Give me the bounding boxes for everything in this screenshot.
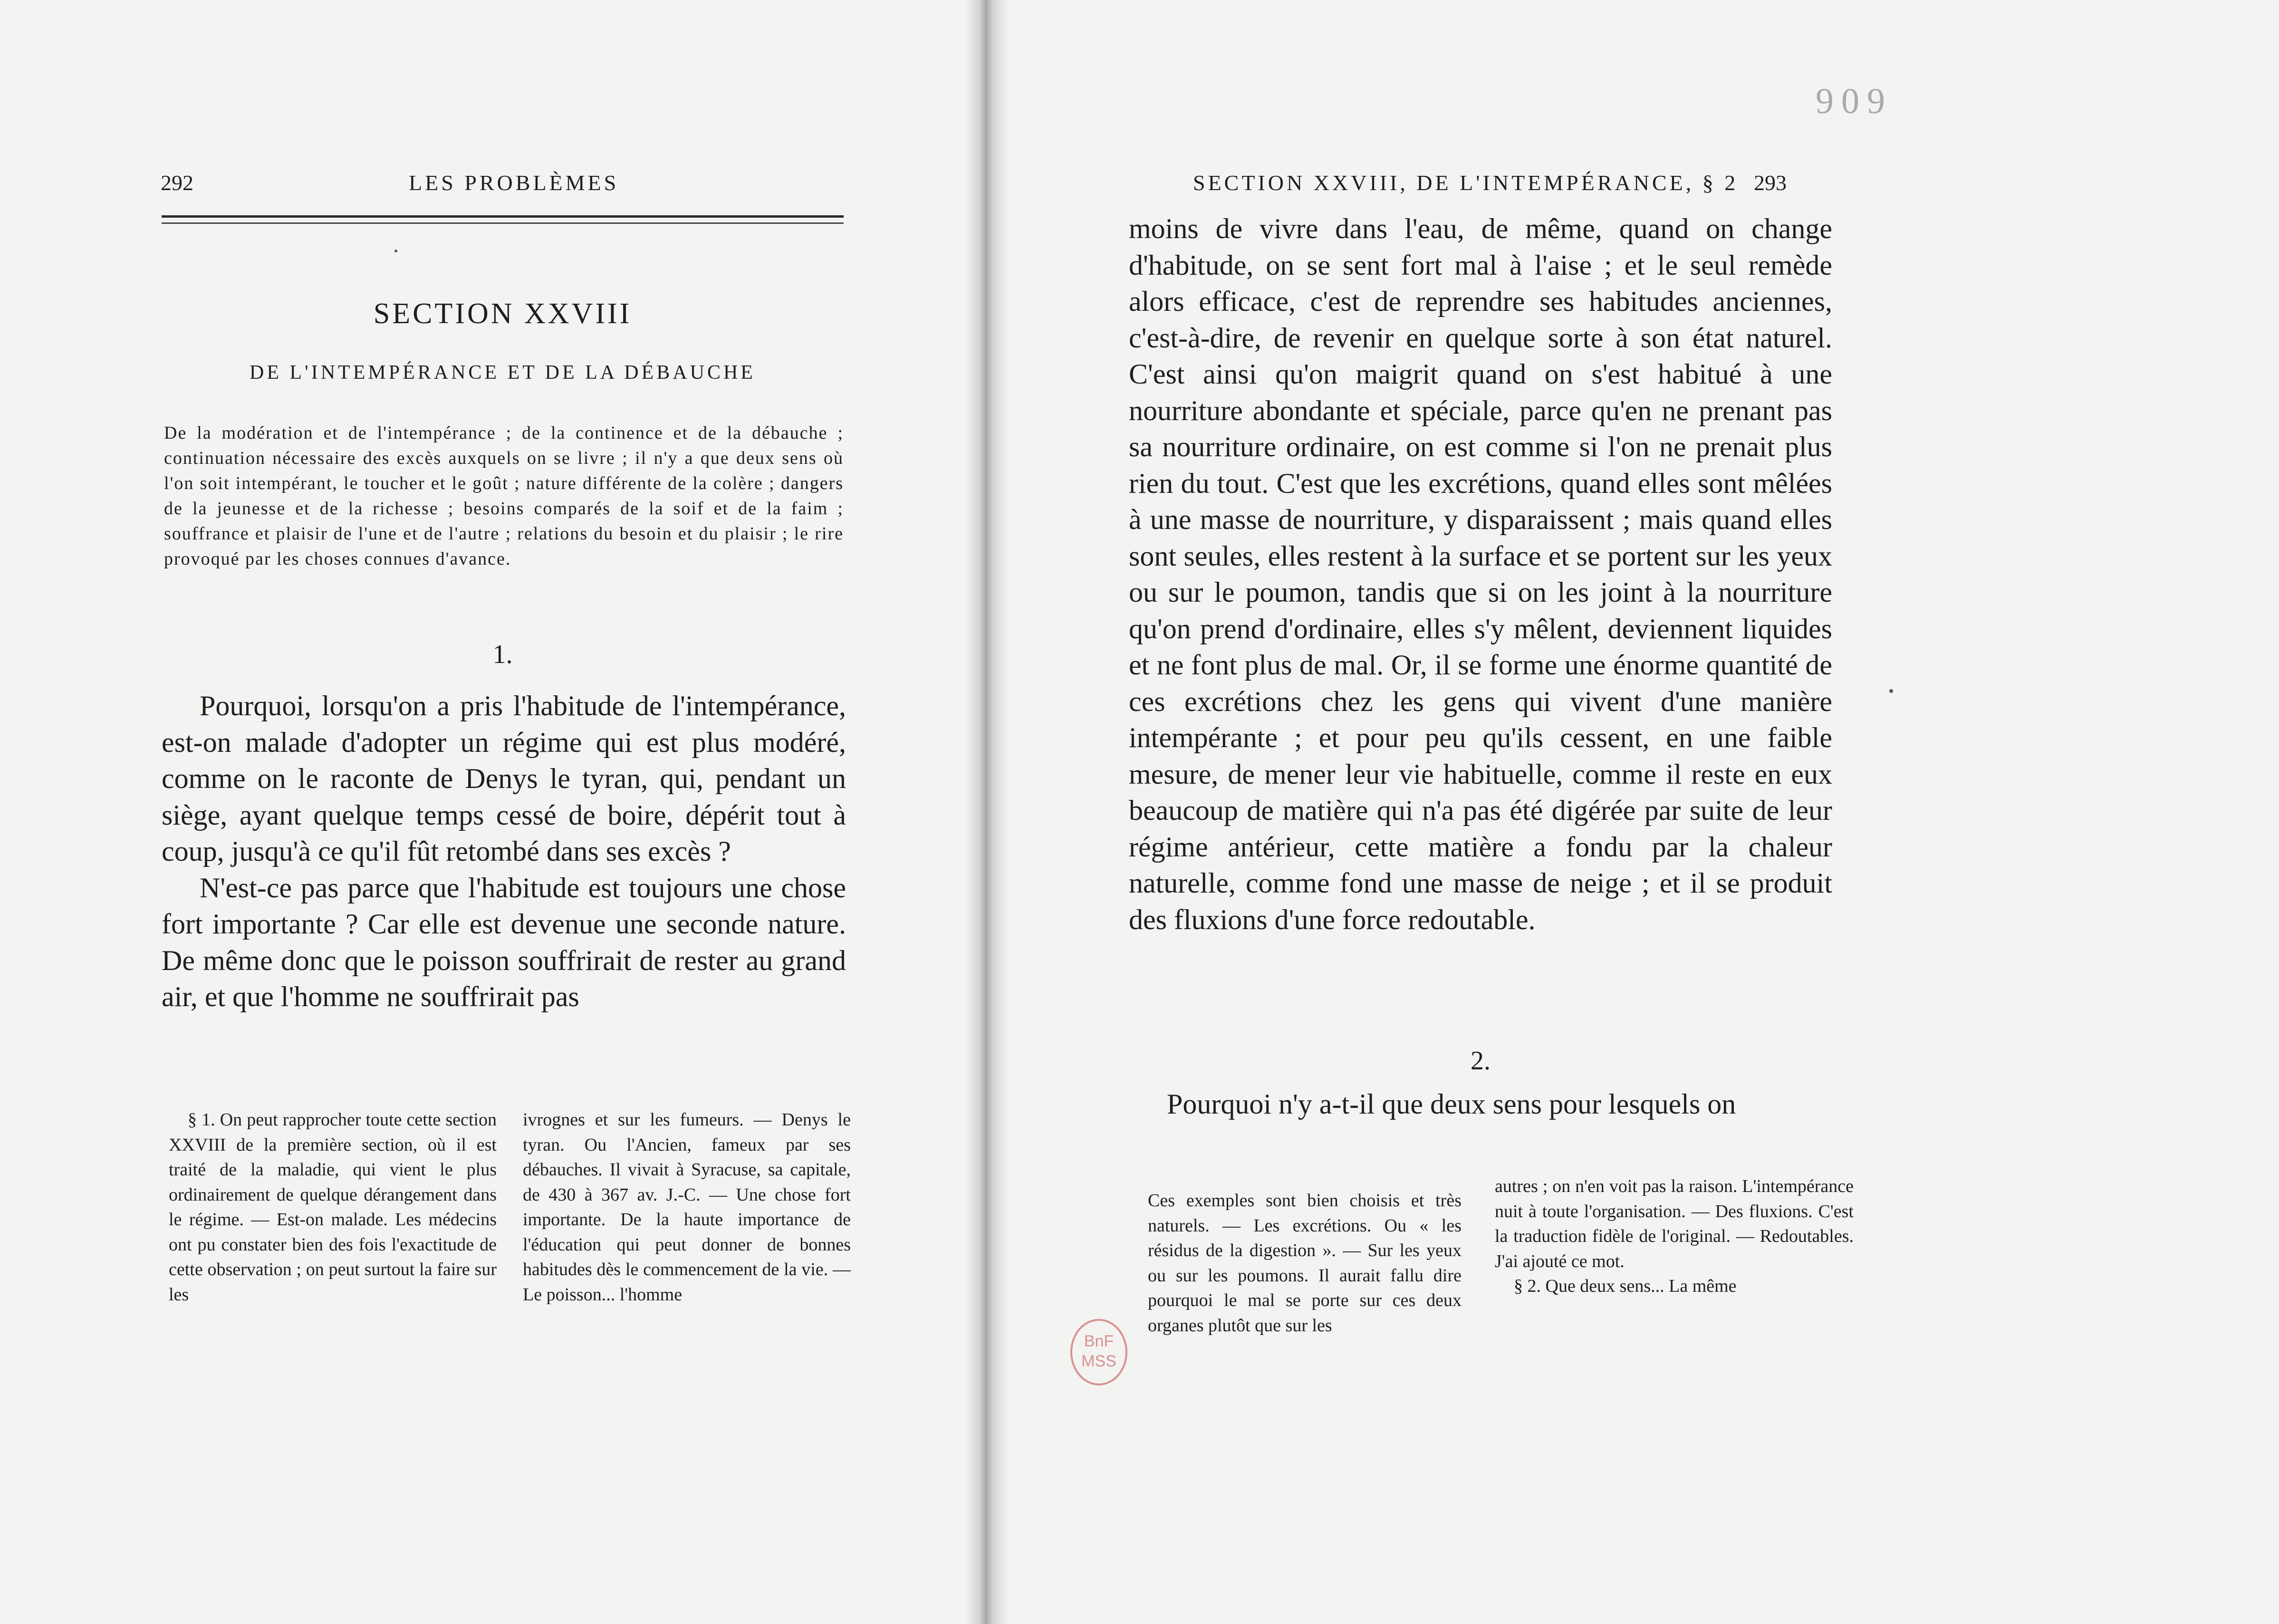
problem-number-2: 2. — [1471, 1046, 1490, 1076]
left-page — [0, 0, 986, 1624]
paragraph-question-2: Pourquoi n'y a-t-il que deux sens pour lesquels on — [1167, 1088, 1736, 1120]
right-footnote-col1 — [1148, 1188, 1462, 1338]
section-summary: De la modération et de l'intempérance ; de la continence et de la débauche ; continuation nécessaire des excès auxquels on se livre ; il n'y a que deux sens où l'on soit intempérant, le toucher et le goût ; nature différente de la colère ; dangers de la jeunesse et de la richesse ; besoins comparés de la soif et de la faim ; souffrance et plaisir de l'une et de l'autre ; relations du besoin et du plaisir ; le rire provoqué par les choses connues d'avance. — [164, 423, 844, 569]
section-subtitle: DE L'INTEMPÉRANCE ET DE LA DÉBAUCHE — [250, 362, 756, 384]
right-page — [986, 0, 2279, 1624]
left-page-number: 292 — [161, 171, 193, 195]
header-rule-thick — [162, 215, 844, 218]
footnote-text: Ces exemples sont bien choisis et très naturels. — Les excrétions. Ou « les résidus de la digestion ». — Sur les yeux ou sur les poumons. Il aurait fallu dire pourquoi le mal se porte sur ces deux organes plutôt que sur les — [1148, 1191, 1462, 1336]
problem-number-1: 1. — [492, 640, 513, 669]
scan-speck — [394, 250, 397, 252]
footnote-text: § 1. On peut rapprocher toute cette section XXVIII de la première section, où il est traité de la maladie, qui vient le plus ordinairement de quelque dérangement dans le régime. — Est-on malade. Les médecins ont pu constater bien des fois l'exactitude de cette observation ; on peut surtout la faire sur les — [169, 1110, 497, 1305]
footnote-text: autres ; on n'en voit pas la raison. L'intempérance nuit à toute l'organisation. — Des fluxions. C'est la traduction fidèle de l'original. — Redoutables. J'ai ajouté ce mot. — [1495, 1176, 1854, 1271]
header-rule-thin — [162, 222, 844, 224]
left-footnote-col1 — [169, 1107, 497, 1307]
left-body-text — [162, 688, 846, 1015]
stamp-line: BnF — [1084, 1332, 1114, 1350]
right-body-text — [1129, 211, 1832, 938]
archive-number: 909 — [1816, 81, 1893, 121]
paragraph-answer-1: N'est-ce pas parce que l'habitude est toujours une chose fort importante ? Car elle est devenue une seconde nature. De même donc que le poisson souffrirait de rester au grand air, et que l'homme ne souffrirait pas — [162, 872, 846, 1012]
left-footnote-col2 — [523, 1107, 851, 1307]
stamp-line: MSS — [1081, 1352, 1116, 1370]
right-page-number: 293 — [1754, 171, 1787, 195]
footnote-text: § 2. Que deux sens... La même — [1514, 1276, 1737, 1296]
scan-speck — [1889, 689, 1893, 693]
left-running-head: LES PROBLÈMES — [409, 171, 619, 195]
paragraph-continuation: moins de vivre dans l'eau, de même, quand on change d'habitude, on se sent fort mal à l'aise ; et le seul remède alors efficace, c'est de reprendre ses habitudes anciennes, c'est-à-dire, de revenir en quelque sorte à son état naturel. C'est ainsi qu'on maigrit quand on s'est habitué à une nourriture abondante et spéciale, parce qu'en ne prenant pas sa nourriture ordinaire, on est comme si l'on ne prenait plus rien du tout. C'est que les excrétions, quand elles sont mêlées à une masse de nourriture, y disparaissent ; mais quand elles sont seules, elles restent à la surface et se portent sur les yeux ou sur le poumon, tandis que si on les joint à la nourriture qu'on prend d'ordinaire, elles s'y mêlent, deviennent liquides et ne font plus de mal. Or, il se forme une énorme quantité de ces excrétions chez les gens qui vivent d'une manière intempérante ; et pour peu qu'ils cessent, en une faible mesure, de mener leur vie habituelle, comme il reste en eux beaucoup de matière qui n'a pas été digérée par suite de leur régime antérieur, cette matière a fondu par la chaleur naturelle, comme fond une masse de neige ; et il se produit des fluxions d'une force redoutable. — [1129, 213, 1832, 935]
bnf-library-stamp — [1070, 1319, 1127, 1385]
section-title: SECTION XXVIII — [373, 298, 632, 330]
paragraph-question-1: Pourquoi, lorsqu'on a pris l'habitude de l'intempérance, est-on malade d'adopter un régime qui est plus modéré, comme on le raconte de Denys le tyran, qui, pendant un siège, ayant quelque temps cessé de boire, dépérit tout à coup, jusqu'à ce qu'il fût retombé dans ses excès ? — [162, 690, 846, 867]
footnote-text: ivrognes et sur les fumeurs. — Denys le tyran. Ou l'Ancien, fameux par ses débauches. Il vivait à Syracuse, sa capitale, de 430 à 367 av. J.-C. — Une chose fort importante. De la haute importance de l'éducation qui peut donner de bonnes habitudes dès le commencement de la vie. — Le poisson... l'homme — [523, 1110, 851, 1305]
right-running-head: SECTION XXVIII, DE L'INTEMPÉRANCE, § 2 — [1193, 171, 1739, 195]
right-footnote-col2 — [1495, 1174, 1854, 1299]
right-body-question — [1129, 1086, 1842, 1123]
